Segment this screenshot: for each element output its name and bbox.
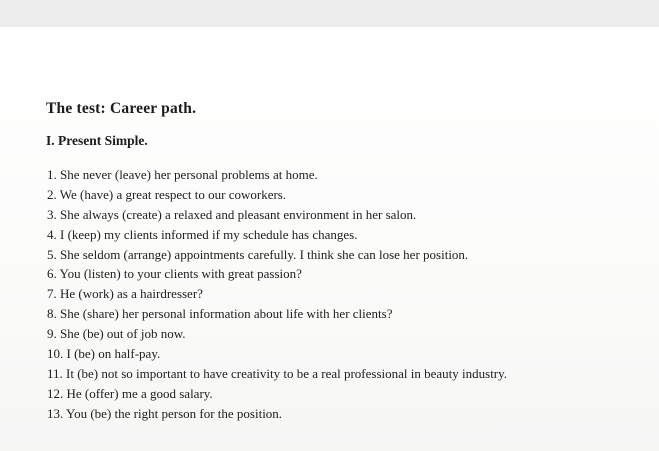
exercise-item: 7. He (work) as a hairdresser?	[47, 286, 203, 302]
exercise-list	[47, 165, 507, 424]
top-band	[0, 0, 659, 27]
exercise-item: 6. You (listen) to your clients with great passion?	[47, 266, 302, 282]
exercise-item: 3. She always (create) a relaxed and pleasant environment in her salon.	[47, 206, 417, 222]
document-title: The test: Career path.	[46, 100, 197, 117]
exercise-item: 9. She (be) out of job now.	[47, 326, 186, 342]
exercise-item: 11. It (be) not so important to have creativity to be a real professional in beauty industry.	[47, 365, 508, 381]
exercise-item: 10. I (be) on half-pay.	[47, 346, 161, 362]
exercise-item: 13. You (be) the right person for the position.	[47, 405, 283, 421]
exercise-item: 5. She seldom (arrange) appointments carefully. I think she can lose her position.	[47, 246, 469, 262]
section-heading: I. Present Simple.	[46, 133, 148, 148]
exercise-item: 12. He (offer) me a good salary.	[47, 385, 213, 401]
exercise-item: 1. She never (leave) her personal problems at home.	[47, 167, 318, 182]
exercise-item: 2. We (have) a great respect to our coworkers.	[47, 186, 287, 202]
exercise-item: 4. I (keep) my clients informed if my schedule has changes.	[47, 226, 358, 242]
exercise-item: 8. She (share) her personal information about life with her clients?	[47, 306, 393, 322]
